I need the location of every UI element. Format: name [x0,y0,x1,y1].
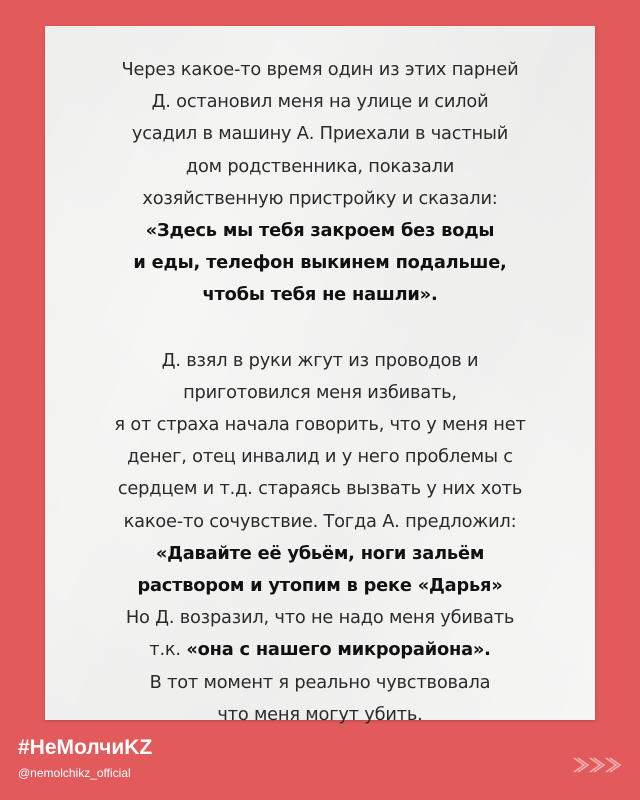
mixed-line [73,634,567,666]
text-line: Д. остановил меня на улице и силой [151,91,489,113]
mixed-line-prefix: т.к. [149,639,187,661]
text-line: дом родственника, показали [185,155,455,177]
text-line: какое-то сочувствие. Тогда А. предложил: [123,510,517,532]
text-line: хозяйственную пристройку и сказали: [142,187,498,209]
quote-line: чтобы тебя не нашли». [202,284,438,306]
paragraph-2 [73,345,567,731]
text-line: Но Д. возразил, что не надо меня убивать [125,607,515,629]
text-line: я от страха начала говорить, что у меня нет [114,414,526,436]
text-line: сердцем и т.д. стараясь вызвать у них хоть [117,478,523,500]
text-line: Через какое-то время один из этих парней [121,59,519,80]
text-line: усадил в машину А. Приехали в частный [131,123,509,145]
paragraph-1 [73,54,567,312]
hashtag: #НеМолчиKZ [18,736,153,759]
quote-line: «Давайте её убьём, ноги зальём [155,542,485,564]
text-line: В тот момент я реально чувствовала [149,671,491,693]
text-line: денег, отец инвалид и у него проблемы с [127,446,513,468]
paragraph-gap [73,312,567,345]
mixed-line-quote: «она с нашего микрорайона». [186,639,491,661]
account-handle: @nemolchikz_official [18,766,131,780]
footer [18,736,152,781]
text-line: приготовился меня избивать, [183,381,457,403]
triple-chevron-right-icon[interactable] [572,754,624,776]
story-card [45,26,595,725]
quote-line: и еды, телефон выкинем подальше, [133,252,507,274]
text-line: Д. взял в руки жгут из проводов и [161,349,479,371]
text-line: что меня могут убить. [217,703,423,725]
quote-line: раствором и утопим в реке «Дарья» [137,575,503,597]
quote-line: «Здесь мы тебя закроем без воды [145,220,495,242]
